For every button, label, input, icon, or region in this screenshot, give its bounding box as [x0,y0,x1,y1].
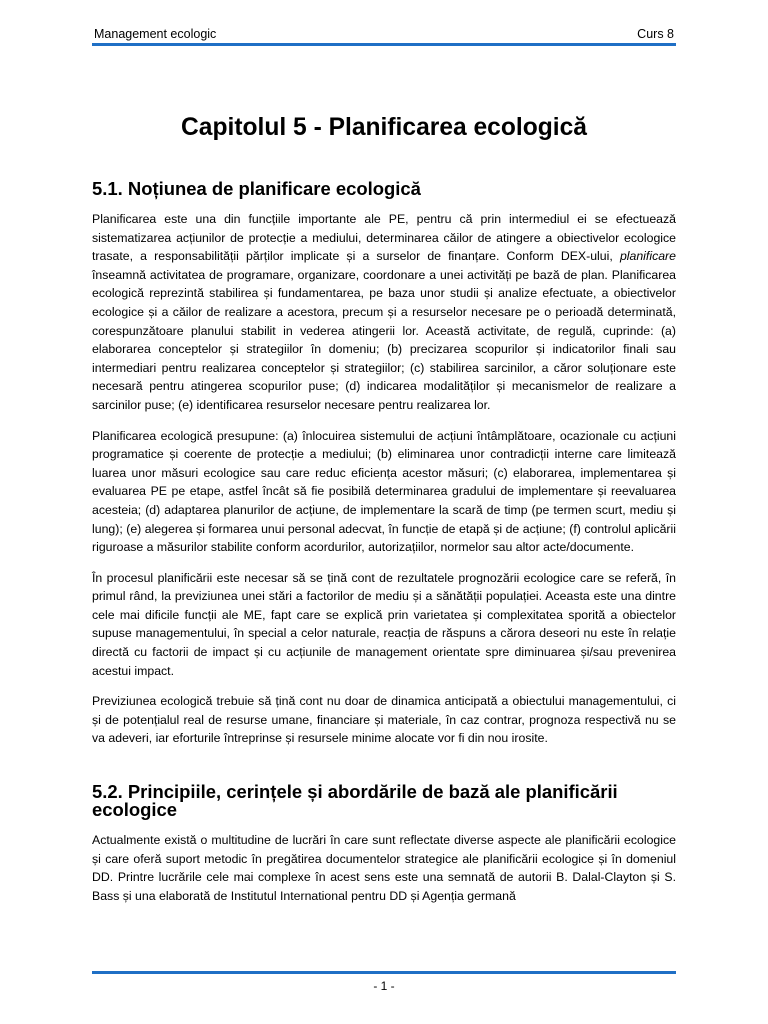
page-content [92,114,676,905]
page-number: - 1 - [373,979,395,993]
header-course-title: Management ecologic [94,27,217,41]
paragraph: Previziunea ecologică trebuie să țină cont nu doar de dinamica anticipată a obiectului managementului, ci și de potențialul real de resurse umane, financiare și materiale, în caz contrar, prognoza respectivă nu se va adeveri, iar eforturile întreprinse și resursele minime alocate vor fi din nou irosite. [92,694,676,746]
page-header [92,24,676,44]
paragraph: În procesul planificării este necesar să se țină cont de rezultatele prognozării ecologice care se referă, în primul rând, la previziunea unei stări a factorilor de mediu și a sănătății populației. Aceasta este una dintre cele mai dificile funcții ale ME, fapt care se explică prin varietatea și complexitatea sporită a obiectelor supuse managementului, în special a celor naturale, reacția de răspuns a cărora deseori nu este în relație directă cu factorii de impact și cu acțiunile de management orientate spre diminuarea și/sau prevenirea acestui impact. [92,570,676,678]
footer-rule [92,971,676,974]
paragraph-text: Planificarea este una din funcțiile importante ale PE, pentru că prin intermediul ei se efectuează sistematizarea acțiunilor de protecție a mediului, determinarea căilor de atingere a obiectivelor ecologice trasate, a responsabilității părților implicate și a surselor de finanțare. Conform DEX-ului, [92,212,676,264]
header-rule [92,43,676,46]
paragraph: Planificarea ecologică presupune: (a) înlocuirea sistemului de acțiuni întâmplătoare, ocazionale cu acțiuni programatice și coerente de protecție a mediului; (b) eliminarea unor contradicții interne care limitează luarea unor măsuri ecologice sau care reduc eficiența acestor măsuri; (c) elaborarea, implementarea și evaluarea PE pe etape, astfel încât să fie posibilă determinarea gradului de implementare și reevaluarea acesteia; (d) adaptarea planurilor de acțiune, de implementare la scară de timp (pe termen scurt, mediu și lung); (e) alegerea și formarea unui personal adecvat, în funcție de etapă și de acțiune; (f) controlul aplicării riguroase a măsurilor stabilite conform acordurilor, autorizațiilor, normelor sau altor acte/documente. [92,428,676,555]
paragraph: Actualmente există o multitudine de lucrări în care sunt reflectate diverse aspecte ale planificării ecologice și care oferă suport metodic în pregătirea documentelor strategice ale planificării ecologice și în domeniul DD. Printre lucrările cele mai complexe în acest sens este una semnată de autorii B. Dalal-Clayton și S. Bass și una elaborată de Institutul International pentru DD și Agenția germană [92,833,676,903]
section-title: 5.1. Noțiunea de planificare ecologică [92,178,421,199]
paragraph [92,210,676,415]
paragraph-text: înseamnă activitatea de programare, organizare, coordonare a unei activități pe bază de plan. Planificarea ecologică reprezintă stabilirea și fundamentarea, pe baza unor studii și analize efectuate, a obiectivelor ecologice și a căilor de realizare a acestora, precum și a resurselor necesare pe o perioadă determinată, corespunzătoare planului stabilit in vederea atingerii lor. Această activitate, de regulă, cuprinde: (a) elaborarea conceptelor și strategiilor în domeniu; (b) precizarea scopurilor și indicatorilor finali sau intermediari pentru realizarea conceptelor și strategiilor; (c) stabilirea sarcinilor, a căror soluționare este necesară pentru atingerea scopurilor puse; (d) indicarea modalităților și mecanismelor de realizare a sarcinilor puse; (e) identificarea resurselor necesare pentru realizarea lor. [92,267,676,412]
chapter-title: Capitolul 5 - Planificarea ecologică [181,114,587,141]
header-lecture-number: Curs 8 [637,27,674,41]
italic-term: planificare [619,249,676,264]
section-title: 5.2. Principiile, cerințele și abordările de bază ale planificării ecologice [92,781,618,821]
